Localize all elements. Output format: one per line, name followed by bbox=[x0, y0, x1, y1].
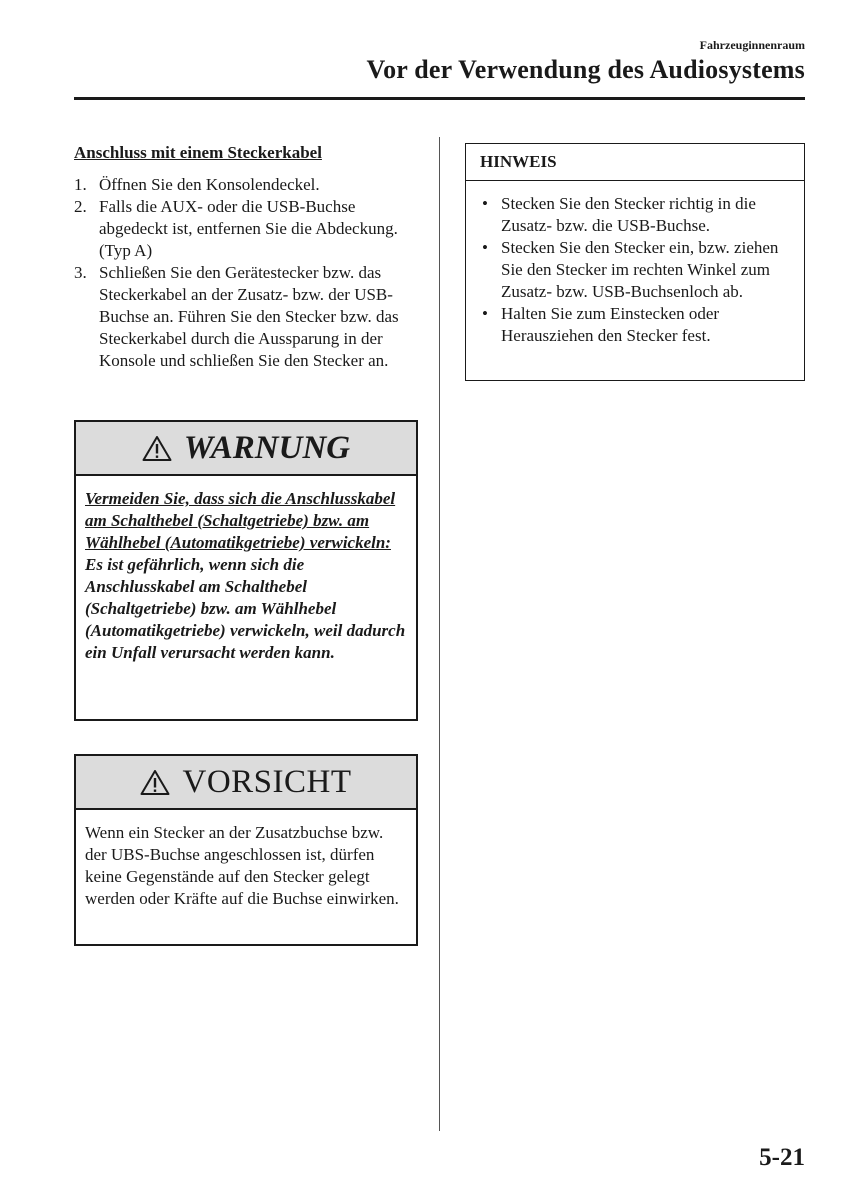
page-title: Vor der Verwendung des Audiosystems bbox=[366, 55, 805, 84]
warning-title: WARNUNG bbox=[183, 429, 351, 466]
header-rule bbox=[74, 97, 805, 100]
subheading: Anschluss mit einem Steckerkabel bbox=[74, 143, 322, 162]
step-item bbox=[74, 262, 416, 372]
step-text: Falls die AUX- oder die USB-Buchse abgedeckt ist, entfernen Sie die Abdeckung. (Typ A) bbox=[99, 197, 398, 260]
note-text: Halten Sie zum Einstecken oder Herausziehen den Stecker fest. bbox=[501, 304, 720, 345]
warning-triangle-icon bbox=[142, 435, 172, 462]
note-text: Stecken Sie den Stecker ein, bzw. ziehen Sie den Stecker im rechten Winkel zum Zusatz- bzw. USB-Buchsenloch ab. bbox=[501, 238, 779, 301]
warning-box bbox=[74, 420, 418, 721]
note-item bbox=[480, 193, 796, 237]
note-item bbox=[480, 303, 796, 347]
note-title: HINWEIS bbox=[466, 144, 804, 181]
warning-header bbox=[76, 422, 416, 476]
warning-triangle-icon bbox=[140, 769, 170, 796]
bullet-icon: • bbox=[482, 238, 488, 257]
warning-text: Es ist gefährlich, wenn sich die Anschlusskabel am Schalthebel (Schaltgetriebe) bzw. am Wählhebel (Automatikgetriebe) verwickeln, weil dadurch ein Unfall verursacht werden kann. bbox=[85, 555, 406, 662]
note-box bbox=[465, 143, 805, 381]
header-section: Fahrzeuginnenraum bbox=[699, 38, 805, 52]
step-number: 2. bbox=[74, 197, 87, 216]
left-column bbox=[74, 142, 416, 372]
warning-body bbox=[76, 476, 416, 676]
caution-title: VORSICHT bbox=[182, 763, 352, 800]
column-divider bbox=[439, 137, 440, 1131]
caution-body: Wenn ein Stecker an der Zusatzbuchse bzw. der UBS-Buchse angeschlossen ist, dürfen keine Gegenstände auf den Stecker gelegt werden oder Kräfte auf die Buchse einwirken. bbox=[85, 823, 399, 908]
bullet-icon: • bbox=[482, 304, 488, 323]
step-text: Öffnen Sie den Konsolendeckel. bbox=[99, 175, 320, 194]
note-item bbox=[480, 237, 796, 303]
step-number: 3. bbox=[74, 263, 87, 282]
page-number: 5-21 bbox=[759, 1144, 805, 1171]
steps-list bbox=[74, 174, 416, 372]
step-item bbox=[74, 196, 416, 262]
note-text: Stecken Sie den Stecker richtig in die Zusatz- bzw. die USB-Buchse. bbox=[501, 194, 756, 235]
caution-box bbox=[74, 754, 418, 946]
bullet-icon: • bbox=[482, 194, 488, 213]
step-item bbox=[74, 174, 416, 196]
step-text: Schließen Sie den Gerätestecker bzw. das Steckerkabel an der Zusatz- bzw. der USB-Buchse an. Führen Sie den Stecker bzw. das Steckerkabel durch die Aussparung in der Konsole und schließen Sie den Stecker an. bbox=[99, 263, 399, 370]
caution-header bbox=[76, 756, 416, 810]
note-list bbox=[466, 193, 804, 347]
warning-heading: Vermeiden Sie, dass sich die Anschlusskabel am Schalthebel (Schaltgetriebe) bzw. am Wählhebel (Automatikgetriebe) verwickeln: bbox=[85, 489, 396, 552]
step-number: 1. bbox=[74, 175, 87, 194]
